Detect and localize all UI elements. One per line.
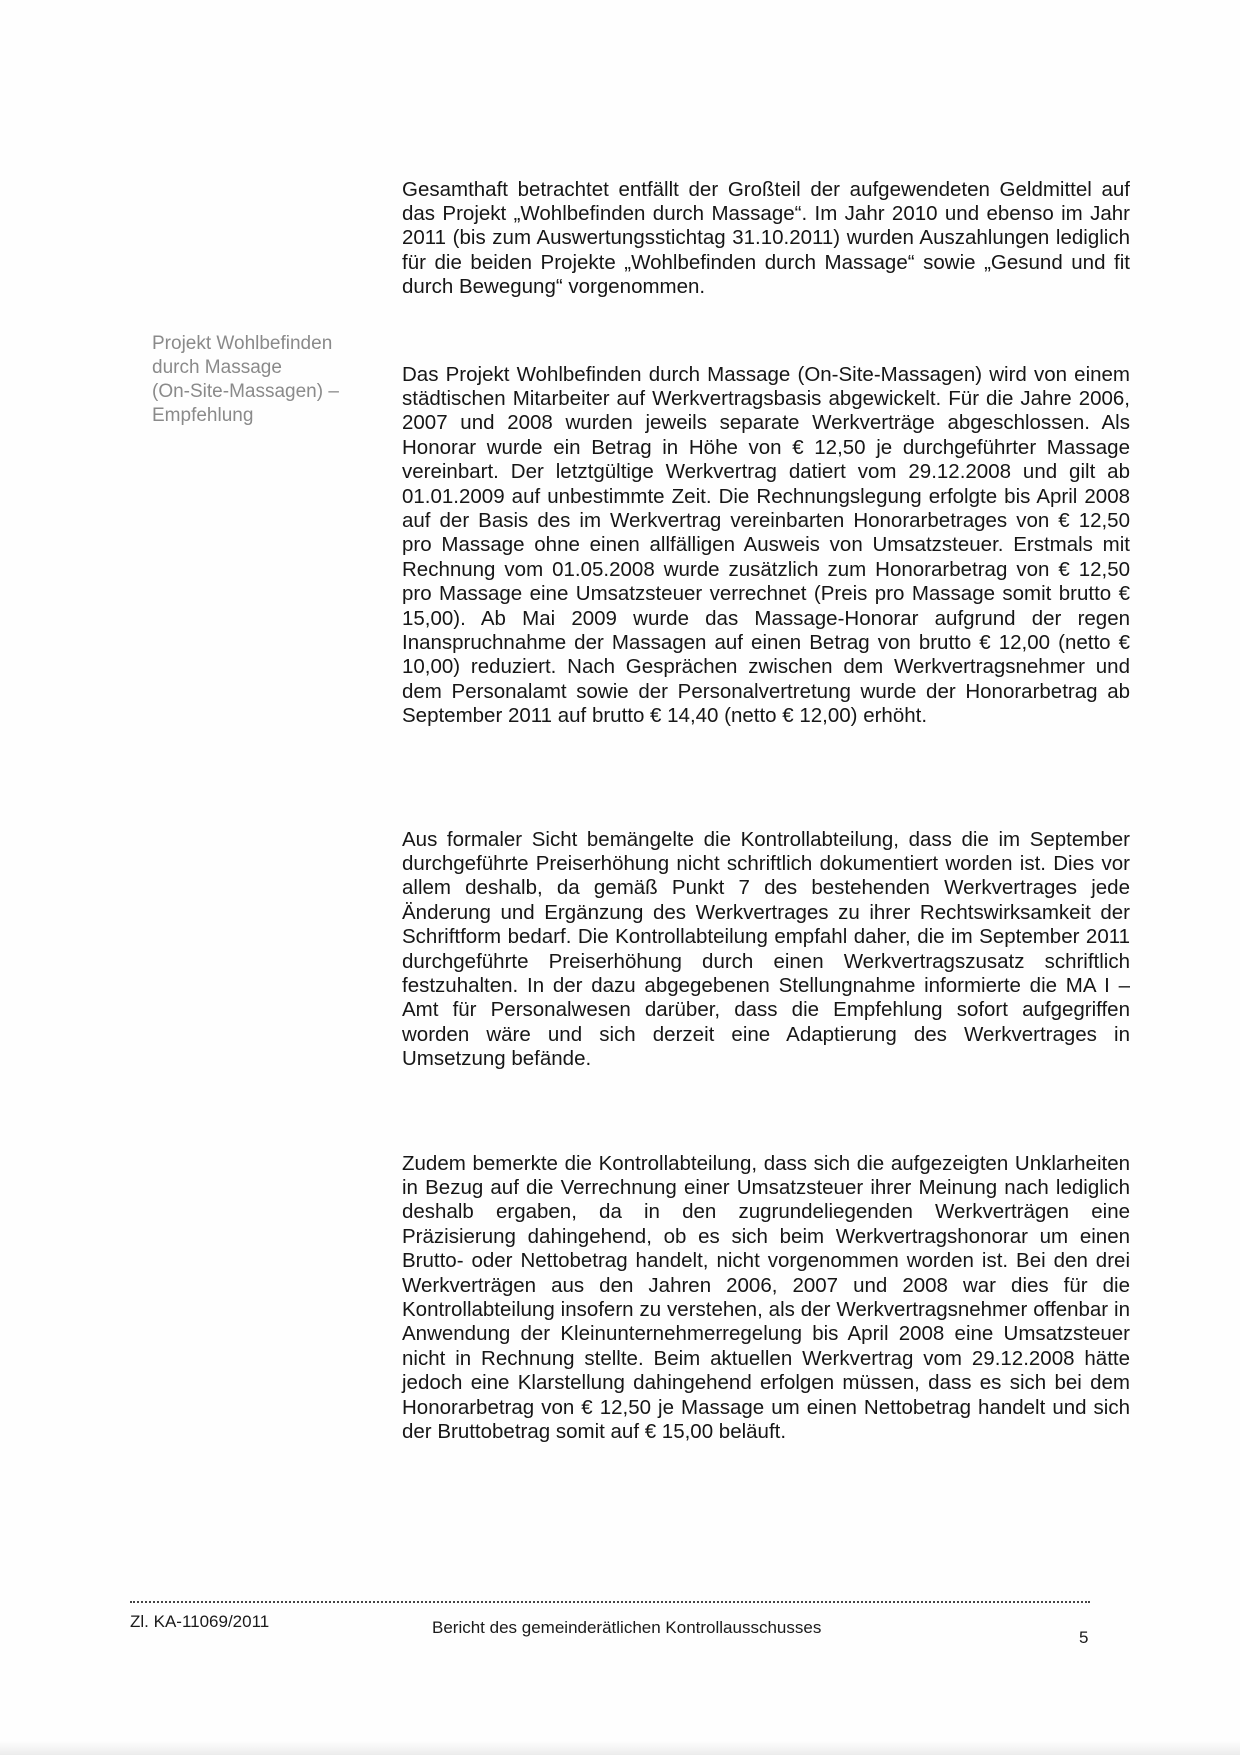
body-paragraph-4: Zudem bemerkte die Kontrollabteilung, dass sich die aufgezeigten Unklarheiten in Bezug auf die Verrechnung einer Umsatzsteuer ihrer Meinung nach lediglich deshalb ergaben, da in den zugrundeliegenden Werkverträgen eine Präzisierung dahingehend, ob es sich beim Werkvertragshonorar um einen Brutto- oder Nettobetrag handelt, nicht vorgenommen worden ist. Bei den drei Werkverträgen aus den Jahren 2006, 2007 und 2008 war dies für die Kontrollabteilung insofern zu verstehen, als der Werkvertragsnehmer offenbar in Anwendung der Kleinunternehmerregelung bis April 2008 eine Umsatzsteuer nicht in Rechnung stellte. Beim aktuellen Werkvertrag vom 29.12.2008 hätte jedoch eine Klarstellung dahingehend erfolgen müssen, dass es sich bei dem Honorarbetrag von € 12,50 je Massage um einen Nettobetrag handelt und sich der Bruttobetrag somit auf € 15,00 beläuft. <box>402 1151 1130 1443</box>
body-paragraph-2: Das Projekt Wohlbefinden durch Massage (On-Site-Massagen) wird von einem städtischen Mitarbeiter auf Werkvertragsbasis abgewickelt. Für die Jahre 2006, 2007 und 2008 wurden jeweils separate Werkverträge abgeschlossen. Als Honorar wurde ein Betrag in Höhe von € 12,50 je durchgeführter Massage vereinbart. Der letztgültige Werkvertrag datiert vom 29.12.2008 und gilt ab 01.01.2009 auf unbestimmte Zeit. Die Rechnungslegung erfolgte bis April 2008 auf der Basis des im Werkvertrag vereinbarten Honorarbetrages von € 12,50 pro Massage ohne einen allfälligen Ausweis von Umsatzsteuer. Erstmals mit Rechnung vom 01.05.2008 wurde zusätzlich zum Honorarbetrag von € 12,50 pro Massage eine Umsatzsteuer verrechnet (Preis pro Massage somit brutto € 15,00). Ab Mai 2009 wurde das Massage-Honorar aufgrund der regen Inanspruchnahme der Massagen auf einen Betrag von brutto € 12,00 (netto € 10,00) reduziert. Nach Gesprächen zwischen dem Werkvertragsnehmer und dem Personalamt sowie der Personalvertretung wurde der Honorarbetrag ab September 2011 auf brutto € 14,40 (netto € 12,00) erhöht. <box>402 362 1130 728</box>
body-paragraph-1: Gesamthaft betrachtet entfällt der Großteil der aufgewendeten Geldmittel auf das Projekt „Wohlbefinden durch Massage“. Im Jahr 2010 und ebenso im Jahr 2011 (bis zum Auswertungsstichtag 31.10.2011) wurden Auszahlungen lediglich für die beiden Projekte „Wohlbefinden durch Massage“ sowie „Gesund und fit durch Bewegung“ vorgenommen. <box>402 177 1130 299</box>
page-number: 5 <box>1079 1628 1089 1647</box>
margin-note-line: (On-Site-Massagen) – <box>152 381 339 402</box>
margin-note-line: durch Massage <box>152 357 282 378</box>
margin-note-line: Projekt Wohlbefinden <box>152 333 333 354</box>
margin-note <box>152 332 362 428</box>
body-paragraph-3: Aus formaler Sicht bemängelte die Kontrollabteilung, dass die im September durchgeführte Preiserhöhung nicht schriftlich dokumentiert worden ist. Dies vor allem deshalb, da gemäß Punkt 7 des bestehenden Werkvertrages jede Änderung und Ergänzung des Werkvertrages zu ihrer Rechtswirksamkeit der Schriftform bedarf. Die Kontrollabteilung empfahl daher, die im September 2011 durchgeführte Preiserhöhung durch einen Werkvertragszusatz schriftlich festzuhalten. In der dazu abgegebenen Stellungnahme informierte die MA I – Amt für Personalwesen darüber, dass die Empfehlung sofort aufgegriffen worden wäre und sich derzeit eine Adaptierung des Werkvertrages in Umsetzung befände. <box>402 827 1130 1071</box>
margin-note-line: Empfehlung <box>152 405 254 426</box>
footer-title: Bericht des gemeinderätlichen Kontrollausschusses <box>432 1618 822 1637</box>
footer-reference: Zl. KA-11069/2011 <box>130 1612 270 1631</box>
scan-edge <box>0 1740 1240 1755</box>
footer-divider <box>130 1601 1090 1603</box>
